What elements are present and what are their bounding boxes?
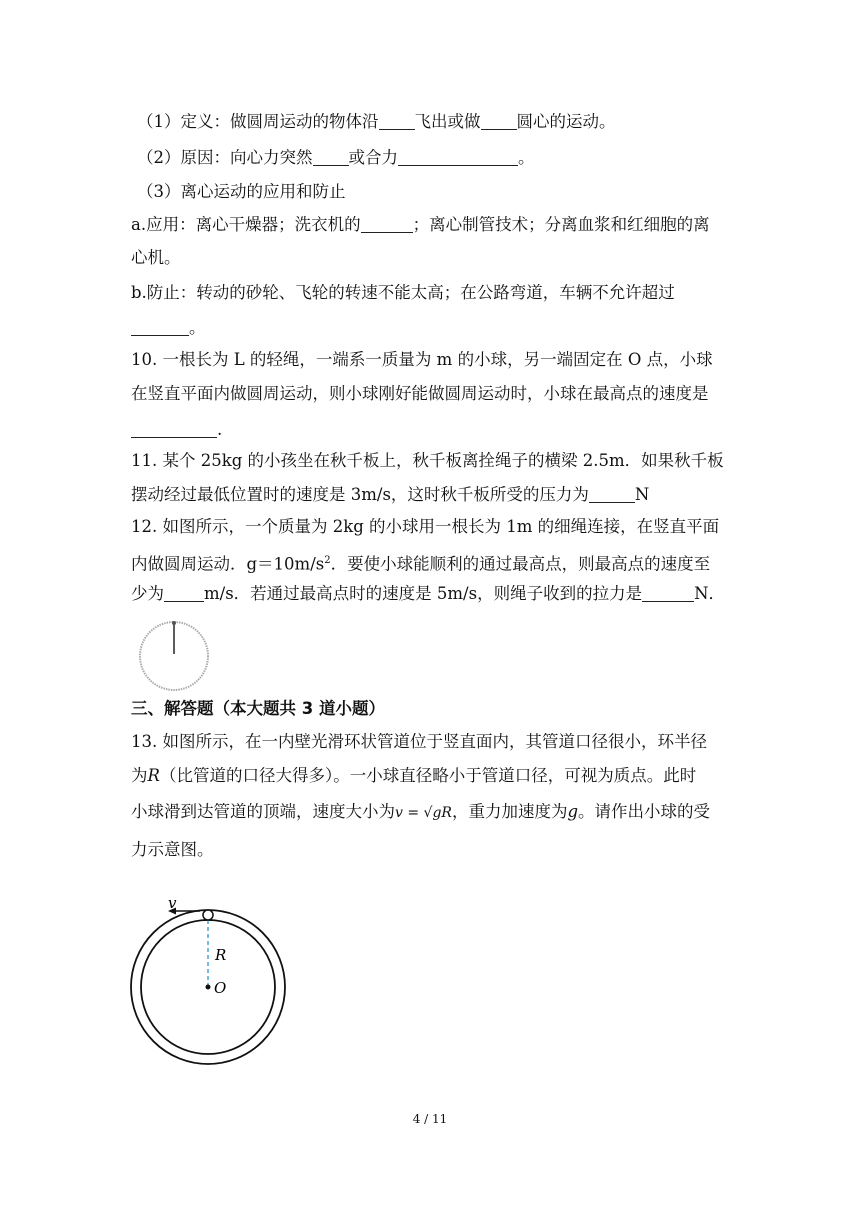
q10-line-1: 10. 一根长为 L 的轻绳，一端系一质量为 m 的小球，另一端固定在 O 点，小球 (131, 350, 713, 369)
text: 。请作出小球的受 (578, 802, 711, 821)
cause-line (137, 146, 535, 170)
answer-blank (131, 317, 189, 336)
radius-symbol: R (147, 766, 160, 785)
ring-tube-figure (128, 892, 308, 1068)
application-title: （3）离心运动的应用和防止 (137, 182, 346, 201)
q13-line-3 (131, 800, 710, 825)
q11-line-2 (131, 483, 649, 507)
answer-blank (131, 419, 217, 438)
text: ，重力加速度为 (451, 802, 568, 821)
text: 少为 (131, 584, 164, 603)
answer-blank (164, 583, 204, 602)
answer-blank (642, 583, 694, 602)
answer-blank (313, 147, 349, 166)
text: ；离心制管技术；分离血浆和红细胞的离 (412, 215, 710, 234)
text: 内做圆周运动．g＝10m/s (131, 554, 325, 574)
text: a.应用：离心干燥器；洗衣机的 (131, 215, 361, 234)
velocity-label: v (168, 894, 177, 912)
q13-line-2 (131, 764, 696, 788)
q10-line-2: 在竖直平面内做圆周运动，则小球刚好能做圆周运动时，小球在最高点的速度是 (131, 384, 709, 403)
text: 。 (518, 148, 535, 167)
text: 。 (189, 318, 206, 337)
answer-blank (361, 214, 413, 233)
text: 飞出或做 (414, 112, 481, 131)
application-line-2: 心机。 (131, 248, 181, 267)
definition-line (137, 110, 616, 134)
text: . (217, 420, 223, 439)
section-heading: 三、解答题（本大题共 3 道小题） (131, 699, 385, 718)
radius-label: R (215, 946, 227, 964)
q12-line-1: 12. 如图所示，一个质量为 2kg 的小球用一根长为 1m 的细绳连接，在竖直平面 (131, 517, 720, 536)
text: 小球滑到达管道的顶端，速度大小为 (131, 802, 395, 821)
text: 或合力 (348, 148, 398, 167)
text: 圆心的运动。 (516, 112, 616, 131)
page-number: 4 / 11 (412, 1112, 448, 1126)
center-point (206, 985, 211, 990)
answer-blank (379, 111, 415, 130)
answer-blank (589, 484, 635, 503)
text: N． (694, 584, 726, 603)
pendulum-circle-figure (130, 618, 214, 694)
prevention-line: b.防止：转动的砂轮、飞轮的转速不能太高；在公路弯道，车辆不允许超过 (131, 283, 675, 302)
q11-line-1: 11. 某个 25kg 的小孩坐在秋千板上，秋千板离拴绳子的横梁 2.5m．如果秋千板 (131, 451, 724, 470)
answer-blank (481, 111, 517, 130)
answer-blank (398, 147, 518, 166)
q10-line-3 (131, 418, 222, 442)
q13-line-4: 力示意图。 (131, 840, 214, 859)
velocity-formula: v = √gR (395, 805, 452, 821)
ball (203, 910, 213, 920)
superscript: 2 (324, 555, 331, 566)
prevention-line-2 (131, 316, 206, 340)
text: （2）原因：向心力突然 (137, 148, 313, 167)
text: m/s．若通过最高点时的速度是 5m/s，则绳子收到的拉力是 (204, 584, 643, 603)
q13-line-1: 13. 如图所示，在一内壁光滑环状管道位于竖直面内，其管道口径很小，环半径 (131, 732, 707, 751)
q12-line-2 (131, 549, 710, 577)
text: 摆动经过最低位置时的速度是 3m/s，这时秋千板所受的压力为 (131, 485, 589, 504)
q12-line-3 (131, 582, 725, 606)
gravity-symbol: g (567, 802, 579, 821)
text: N (634, 485, 650, 504)
text: 为 (131, 766, 148, 785)
ball (172, 621, 176, 625)
text: （比管道的口径大得多）。一小球直径略小于管道口径，可视为质点。此时 (159, 766, 697, 785)
text: ．要使小球能顺利的通过最高点，则最高点的速度至 (330, 554, 711, 574)
application-line (131, 213, 710, 237)
text: （1）定义：做圆周运动的物体沿 (137, 112, 379, 131)
center-label: O (214, 979, 227, 997)
